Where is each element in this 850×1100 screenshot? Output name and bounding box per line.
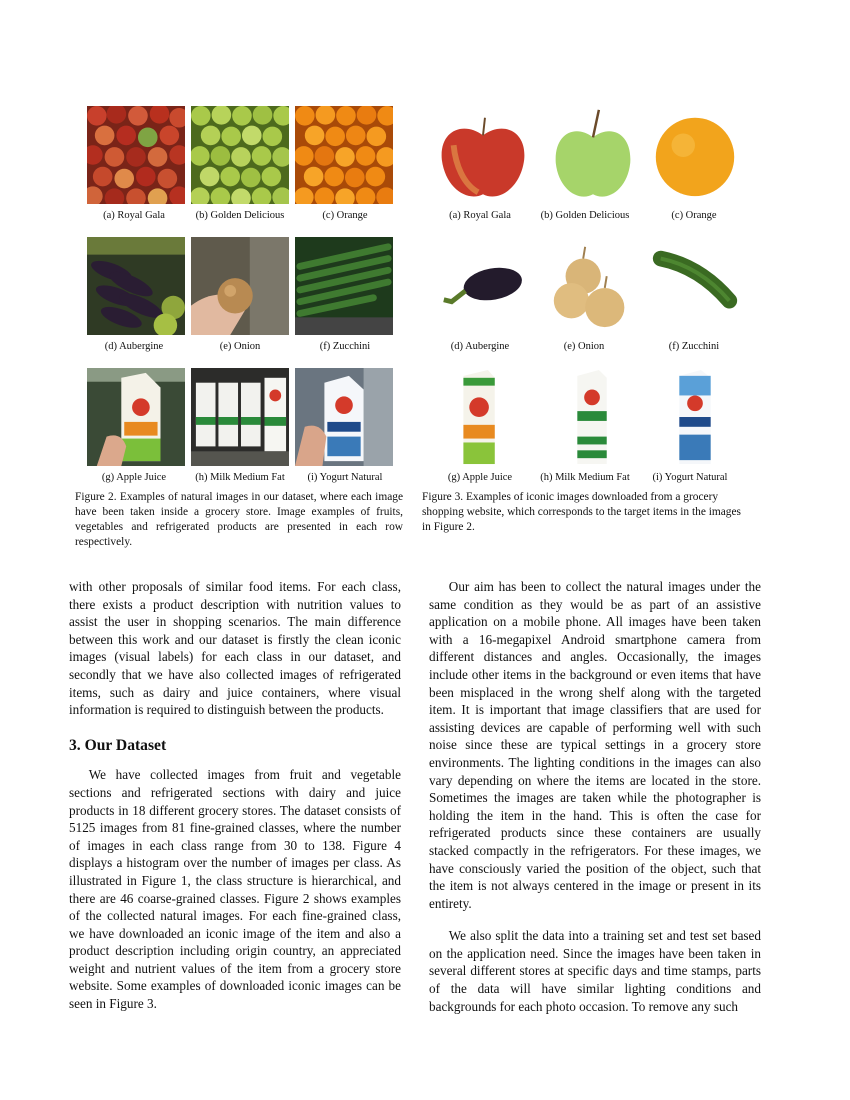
right-paragraph-2: We also split the data into a training set and test set based on the application need. Since the images have been taken in several different stores at specific days and time stamps, parts of the data will have similar lighting conditions and backgrounds for each photo occasion. To remove any such	[429, 928, 761, 1014]
fig2-subcaption-b: (b) Golden Delicious	[195, 210, 285, 221]
apple-juice-natural-image	[87, 368, 185, 466]
orange-iconic-image	[646, 106, 744, 204]
fig3-subcaption-d: (d) Aubergine	[450, 341, 510, 352]
golden-delicious-natural-image	[191, 106, 289, 204]
left-column	[69, 578, 401, 1013]
fig3-subcaption-b: (b) Golden Delicious	[540, 210, 630, 221]
milk-medium-fat-iconic-image	[544, 368, 642, 466]
left-paragraph-1: with other proposals of similar food items. For each class, there exists a product description with nutrition values to assist the user in shopping scenarios. The main difference between this work and our dataset is firstly the clean iconic images (visual labels) for each class in our dataset, and secondly that we have also collected images of refrigerated items, such as dairy and juice containers, where visual information is required to distinguish between the products.	[69, 579, 401, 718]
right-paragraph-1: Our aim has been to collect the natural images under the same condition as they would be as part of an assistive application on a mobile phone. All images have been taken with a 16-megapixel Android smartphone camera from different distances and angles. Occasionally, the images include other items in the background or even items that have been misplaced in the wrong shelf along with the targeted item. It is important that image classifiers that are used for assisting devices are capable of performing well with such noise since these are typical settings in a grocery store environments. The lighting conditions in the images can also vary depending on where the items are located in the store. Sometimes the images are taken while the photographer is holding the item in the hand. This is often the case for refrigerated products since these containers are usually stacked compactly in the refrigerators. For these images, we have consciously varied the position of the object, such that the item is not always centered in the image or present in its entirety.	[429, 579, 761, 911]
fig2-subcaption-e: (e) Onion	[219, 341, 261, 352]
zucchini-iconic-image	[646, 237, 744, 335]
milk-medium-fat-natural-image	[191, 368, 289, 466]
figure-3-caption: Figure 3. Examples of iconic images downloaded from a grocery shopping website, which corresponds to the target items in the images in Figure 2.	[422, 491, 741, 533]
aubergine-iconic-image	[434, 237, 532, 335]
fig2-subcaption-f: (f) Zucchini	[319, 341, 371, 352]
golden-delicious-iconic-image	[544, 106, 642, 204]
fig3-subcaption-g: (g) Apple Juice	[447, 472, 513, 483]
fig2-subcaption-d: (d) Aubergine	[104, 341, 164, 352]
fig2-subcaption-h: (h) Milk Medium Fat	[195, 472, 285, 483]
right-column	[429, 578, 761, 1015]
royal-gala-iconic-image	[434, 106, 532, 204]
fig3-subcaption-e: (e) Onion	[563, 341, 605, 352]
orange-natural-image	[295, 106, 393, 204]
fig3-subcaption-c: (c) Orange	[671, 210, 717, 221]
fig3-subcaption-a: (a) Royal Gala	[449, 210, 511, 221]
onion-iconic-image	[544, 237, 642, 335]
royal-gala-natural-image	[87, 106, 185, 204]
apple-juice-iconic-image	[434, 368, 532, 466]
fig3-subcaption-f: (f) Zucchini	[668, 341, 720, 352]
left-paragraph-2: We have collected images from fruit and vegetable sections and refrigerated sections with dairy and juice products in 18 different grocery stores. The dataset consists of 5125 images from 81 fine-grained classes, where the number of images in each class range from 30 to 138. Figure 4 displays a histogram over the number of images per class. As illustrated in Figure 1, the class structure is hierarchical, and there are 46 coarse-grained classes. Figure 2 shows examples of the collected natural images. For each fine-grained class, we have downloaded an iconic image of the item and also a product description including origin country, an appreciated weight and nutrient values of the item from a grocery store website. Some examples of downloaded iconic images can be seen in Figure 3.	[69, 767, 401, 1012]
zucchini-natural-image	[295, 237, 393, 335]
yogurt-natural-image	[295, 368, 393, 466]
fig2-subcaption-c: (c) Orange	[322, 210, 368, 221]
section-heading: 3. Our Dataset	[69, 736, 167, 754]
fig2-subcaption-i: (i) Yogurt Natural	[307, 472, 383, 483]
onion-natural-image	[191, 237, 289, 335]
yogurt-iconic-image	[646, 368, 744, 466]
fig2-subcaption-a: (a) Royal Gala	[103, 210, 165, 221]
fig3-subcaption-i: (i) Yogurt Natural	[652, 472, 728, 483]
fig3-subcaption-h: (h) Milk Medium Fat	[540, 472, 630, 483]
fig2-subcaption-g: (g) Apple Juice	[101, 472, 167, 483]
aubergine-natural-image	[87, 237, 185, 335]
figure-2-caption: Figure 2. Examples of natural images in our dataset, where each image have been taken inside a grocery store. Image examples of fruits, vegetables and refrigerated products are presented in each row respectively.	[75, 491, 403, 548]
